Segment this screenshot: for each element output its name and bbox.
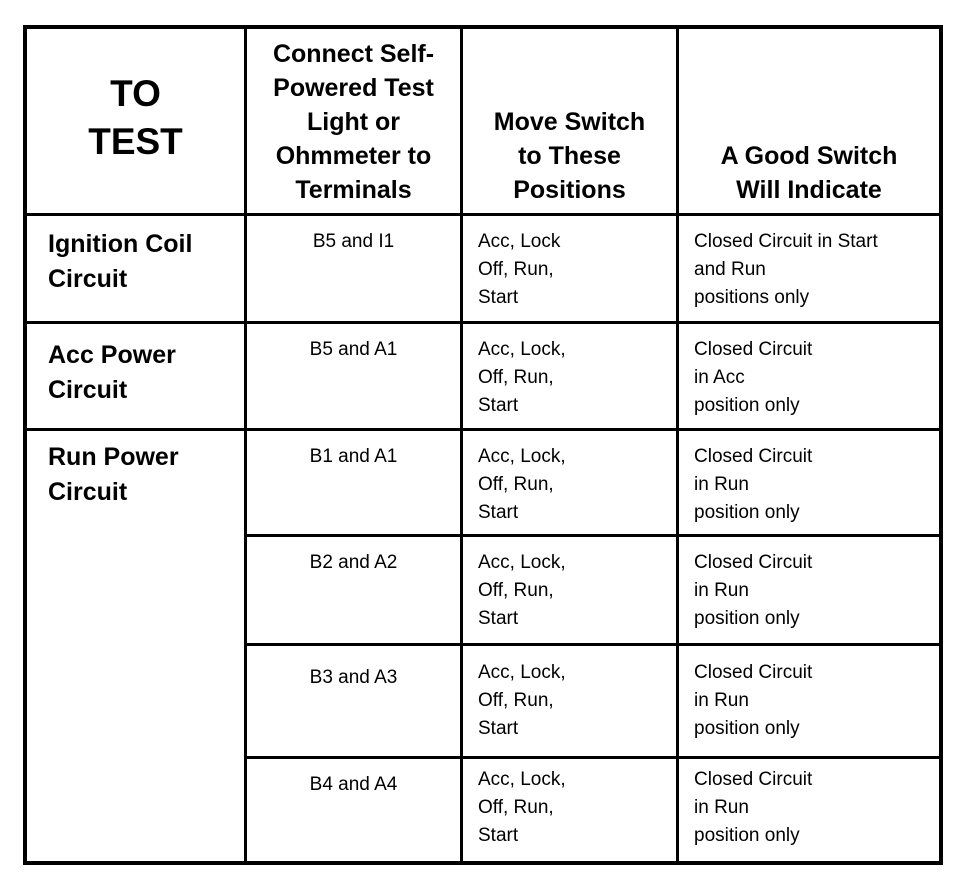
terminals-cell: B5 and A1 <box>309 339 398 360</box>
row-divider <box>27 428 939 431</box>
terminals-cell: B4 and A4 <box>309 774 398 795</box>
indicate-cell: Closed Circuit in Run position only <box>694 769 813 846</box>
positions-cell: Acc, Lock, Off, Run, Start <box>478 552 566 629</box>
positions-cell: Acc, Lock, Off, Run, Start <box>478 339 566 416</box>
indicate-cell: Closed Circuit in Start and Run positions only <box>694 231 878 308</box>
header-divider <box>27 213 939 216</box>
indicate-cell: Closed Circuit in Run position only <box>694 446 813 523</box>
header-to-test: TO TEST <box>88 73 183 162</box>
indicate-cell: Closed Circuit in Acc position only <box>694 339 813 416</box>
positions-cell: Acc, Lock, Off, Run, Start <box>478 446 566 523</box>
test-label: Run Power Circuit <box>48 443 179 506</box>
header-good-switch: A Good Switch Will Indicate <box>720 142 898 204</box>
indicate-cell: Closed Circuit in Run position only <box>694 662 813 739</box>
row-divider <box>244 534 939 537</box>
terminals-cell: B1 and A1 <box>309 446 398 467</box>
switch-test-table <box>23 25 943 865</box>
header-move-switch: Move Switch to These Positions <box>493 108 646 204</box>
terminals-cell: B5 and I1 <box>312 231 395 252</box>
indicate-cell: Closed Circuit in Run position only <box>694 552 813 629</box>
positions-cell: Acc, Lock, Off, Run, Start <box>478 769 566 846</box>
terminals-cell: B2 and A2 <box>309 552 398 573</box>
positions-cell: Acc, Lock, Off, Run, Start <box>478 662 566 739</box>
row-divider <box>244 756 939 759</box>
test-label: Ignition Coil Circuit <box>48 230 193 293</box>
terminals-cell: B3 and A3 <box>309 667 398 688</box>
test-label: Acc Power Circuit <box>48 341 176 404</box>
row-divider <box>27 321 939 324</box>
row-divider <box>244 643 939 646</box>
header-connect-terminals: Connect Self- Powered Test Light or Ohmmeter to Terminals <box>272 40 435 204</box>
positions-cell: Acc, Lock Off, Run, Start <box>478 231 561 308</box>
